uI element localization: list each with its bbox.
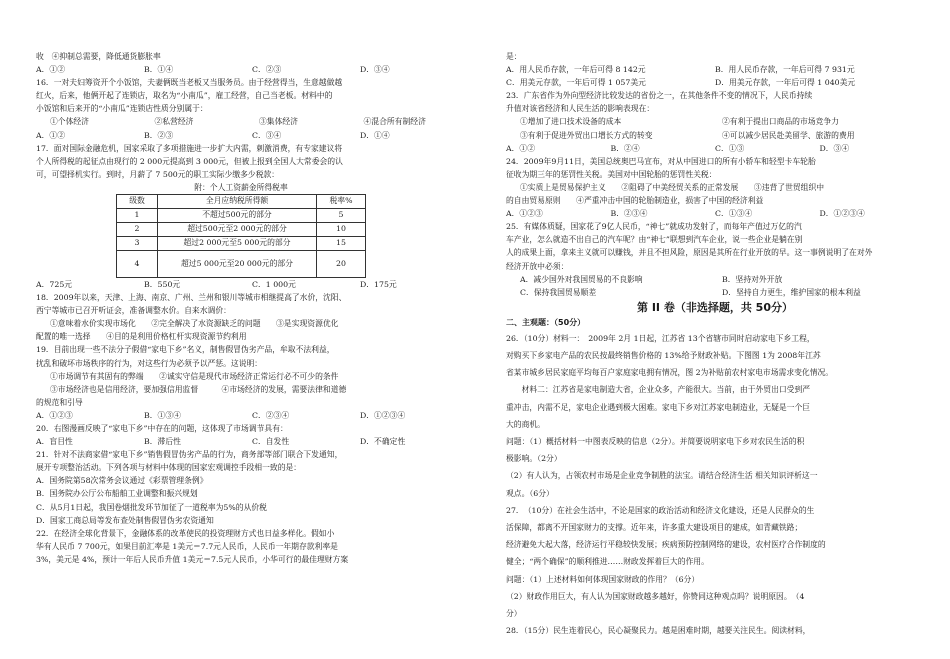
q24-item: 的自由贸易原则 ④严重冲击中国的轮胎制造业，损害了中国的经济利益 bbox=[506, 196, 764, 206]
option: D．①④ bbox=[360, 130, 390, 140]
option: D．③④ bbox=[360, 65, 390, 75]
q17-stem: 个人所得税的起征点由现行的 2 000元提高到 3 000元，但被上报到全国人大常委会的认 bbox=[36, 156, 343, 166]
q26-text: 省某市城乡居民家庭平均每百户家庭家电拥有情况，图 2为补贴前农村家电市场需求变化情况。 bbox=[506, 368, 834, 378]
q17-stem: 17．面对国际金融危机，国家采取了多项措施进一步扩大内需，刺激消费，有专家建议将 bbox=[36, 143, 343, 153]
item: ③有利于促进外贸出口增长方式的转变 bbox=[520, 130, 653, 140]
q26-text: 重冲击，内需不足，家电企业遇到极大困难。家电下乡对江苏家电制造业，无疑是一个巨 bbox=[506, 402, 811, 412]
option: C．①③④ bbox=[715, 209, 753, 219]
tax-rate-table bbox=[116, 194, 366, 278]
item: ①个体经济 bbox=[50, 117, 89, 127]
right-column bbox=[506, 50, 924, 639]
q27-question: 问题：（1）上述材料如何体现国家财政的作用？（6分） bbox=[506, 574, 700, 584]
q21-option: B．国务院办公厅公布船舶工业调整和振兴规划 bbox=[36, 489, 198, 499]
q16-stem: 16．一对夫妇筹资开个小饭馆，夫妻俩既当老板又当服务员。由于经营得当，生意越做越 bbox=[36, 78, 343, 88]
q25-stem: 车产业，怎么就造不出自己的汽车呢？由“神七”联想到汽车企业，说一些企业是躺在别 bbox=[506, 235, 803, 245]
q23-items bbox=[506, 129, 924, 142]
q19-stem: 扰乱和破坏市场秩序的行为，对这些行为必须予以严惩。这说明： bbox=[36, 358, 263, 368]
table-cell: 不超过500元的部分 bbox=[158, 208, 317, 222]
option: C．用美元存款，一年后可得 1 057美元 bbox=[506, 78, 646, 88]
table-title: 附：个人工资薪金所得税率 bbox=[194, 182, 288, 192]
table-cell: 4 bbox=[117, 250, 158, 277]
table-cell: 超过2 000元至5 000元的部分 bbox=[158, 236, 317, 250]
q21-stem: 展开专项整治活动。下列各项与材料中体现的国家宏观调控手段相一致的是： bbox=[36, 463, 302, 473]
q27-text: 经济避免大起大落，经济运行平稳较快发展；疾病预防控制网络的建设，农村医疗合作制度的 bbox=[506, 540, 826, 550]
q22-stem: 3%，美元是 4%，预计一年后人民币升值 1美元＝7.5元人民币，小华可行的最佳理财方案 bbox=[36, 554, 349, 564]
q27-question: （2）财政作用巨大，有人认为国家财政越多越好，你赞同这种观点吗？说明原因。 （4 bbox=[506, 591, 805, 601]
q28-text: 28．（15分）民生连着民心，民心凝聚民力。越是困难时期，越要关注民生。阅读材料， bbox=[506, 626, 811, 636]
table-cell: 超过5 000元至20 000元的部分 bbox=[158, 250, 317, 277]
option: D．①②③④ bbox=[819, 209, 865, 219]
q23-items bbox=[506, 115, 924, 128]
q26-question: 观点。（6分） bbox=[506, 488, 554, 498]
option: A．①② bbox=[36, 130, 66, 140]
option: B．用人民币存款，一年后可得 7 931元 bbox=[715, 65, 855, 75]
table-row bbox=[117, 222, 366, 236]
q18-stem: 西宁等城市已召开听证会，准备调整水价。自来水调价： bbox=[36, 306, 231, 316]
table-cell: 1 bbox=[117, 208, 158, 222]
option: C．保持我国贸易顺差 bbox=[520, 287, 597, 297]
q18-item: ①意味着水价实现市场化 ②完全解决了水资源缺乏的问题 ③是实现资源优化 bbox=[50, 319, 339, 329]
q25-stem: 人的成果上面，拿来主义就可以赚钱，并且不担风险，原因是其所在行业开放的早。这一事例说明了在对外 bbox=[506, 248, 873, 258]
option: C．①③ bbox=[715, 143, 745, 153]
option: C．②③ bbox=[252, 65, 282, 75]
q21-option: D．国家工商总局等发布查处制售假冒伪劣农资通知 bbox=[36, 515, 214, 525]
q22-stem: 华有人民币 7 700元，如果目前汇率是 1美元＝7.7元人民币，人民币一年期存款利率是 bbox=[36, 541, 338, 551]
q26-question: 极影响。（2分） bbox=[506, 454, 562, 464]
q24-item: ①实质上是贸易保护主义 ②阻碍了中美经贸关系的正常发展 ③违背了世贸组织中 bbox=[520, 182, 825, 192]
q20-options bbox=[36, 435, 468, 448]
option: B．550元 bbox=[144, 279, 181, 289]
q25-stem: 经济开放中必须： bbox=[506, 261, 569, 271]
table-row bbox=[117, 250, 366, 277]
q26-text: 大的商机。 bbox=[506, 419, 545, 429]
option: A．用人民币存款，一年后可得 8 142元 bbox=[506, 65, 646, 75]
table-cell: 15 bbox=[317, 236, 366, 250]
q26-text: 26．（10分）材料一： 2009年 2月 1日起，江苏省 13个省辖市同时启动家电下乡工程， bbox=[506, 333, 815, 343]
q16-stem: 红火，后来，他俩开起了连锁店，取名为“小南瓜”，雇工经营，自己当老板。材料中的 bbox=[36, 91, 333, 101]
item: ④混合所有制经济 bbox=[363, 117, 426, 127]
q25-stem: 25．有媒体质疑，国家花了9亿人民币，“神七”就成功发射了，而每年产值过万亿的汽 bbox=[506, 222, 802, 232]
option: A．减少国外对我国贸易的不良影响 bbox=[520, 274, 643, 284]
option: A．①②③ bbox=[36, 410, 73, 420]
q23-stem: 23．广东省作为外向型经济比较发达的省份之一，在其他条件不变的情况下，人民币持续 bbox=[506, 91, 813, 101]
q27-text: 健全；“两个确保”的顺利推进……财政发挥着巨大的作用。 bbox=[506, 557, 709, 567]
table-header: 税率% bbox=[317, 194, 366, 208]
q27-text: 活保障，都离不开国家财力的支撑。近年来，许多重大建设项目的建成，如青藏铁路； bbox=[506, 523, 803, 533]
option: B．①③④ bbox=[144, 410, 181, 420]
option: B．坚持对外开放 bbox=[722, 274, 783, 284]
q24-options bbox=[506, 207, 924, 220]
table-cell: 20 bbox=[317, 250, 366, 277]
table-header: 级数 bbox=[117, 194, 158, 208]
item: ②有利于提出口商品的市场竞争力 bbox=[722, 117, 839, 127]
q21-option: A．国务院第58次常务会议通过《彩票管理条例》 bbox=[36, 476, 208, 486]
q26-text: 对购买下乡家电产品的农民按最终销售价格的 13%给予财政补贴。下图图 1为 2008年江苏 bbox=[506, 350, 821, 360]
q25-options bbox=[506, 273, 924, 286]
q23-options bbox=[506, 142, 924, 155]
q26-question: （2）有人认为，占领农村市场是企业竞争制胜的法宝。请结合经济生活 相关知识评析这一 bbox=[506, 471, 818, 481]
option: A．①②③ bbox=[506, 209, 543, 219]
q17-options bbox=[36, 278, 468, 291]
q15-tail: 收 ④抑制总需要，降低通货膨胀率 bbox=[36, 52, 161, 61]
option: D．③④ bbox=[819, 143, 850, 153]
option: B．②④ bbox=[610, 143, 640, 153]
q24-stem: 征收为期三年的惩罚性关税。美国对中国轮胎的惩罚性关税： bbox=[506, 169, 717, 179]
option: D．不确定性 bbox=[360, 437, 406, 447]
q26-text: 材料二：江苏省是家电制造大省，企业众多，产能很大。当前，由于外贸出口受到严 bbox=[506, 385, 811, 395]
table-header-row bbox=[117, 194, 366, 208]
q19-item: 的规范和引导 bbox=[36, 397, 83, 407]
option: B．②③④ bbox=[610, 209, 648, 219]
option: C．②③④ bbox=[252, 410, 290, 420]
option: B．滞后性 bbox=[144, 437, 181, 447]
table-row bbox=[117, 208, 366, 222]
q27-text: 27． （10分）在社会生活中，不论是国家的政治活动和经济文化建设，还是人民群众的生 bbox=[506, 505, 815, 515]
q25-options bbox=[506, 286, 924, 299]
option: A．725元 bbox=[36, 279, 73, 289]
q15-options bbox=[36, 63, 468, 76]
option: D．①②③④ bbox=[360, 410, 406, 420]
q20-stem: 20．右图漫画反映了“家电下乡”中存在的问题，这体现了市场调节具有： bbox=[36, 423, 288, 433]
option: C．自发性 bbox=[252, 437, 290, 447]
q27-question: 分） bbox=[506, 609, 522, 619]
item: ③集体经济 bbox=[259, 117, 298, 127]
item: ②私营经济 bbox=[154, 117, 194, 127]
table-cell: 3 bbox=[117, 236, 158, 250]
table-cell: 5 bbox=[317, 208, 366, 222]
table-cell: 2 bbox=[117, 222, 158, 236]
q19-item: ①市场调节有其固有的弊端 ②诚实守信是现代市场经济正常运行必不可少的条件 bbox=[50, 371, 339, 381]
item: ①增加了进口技术设备的成本 bbox=[520, 117, 622, 127]
q18-stem: 18．2009年以来，天津、上海、南京、广州、兰州和银川等城市相继提高了水价，沈阳、 bbox=[36, 293, 347, 303]
q19-item: ③市场经济也是信用经济，要加强信用监督 ④市场经济的发展，需要法律和道德 bbox=[50, 384, 347, 394]
q16-stem: 小饭馆和后来开的“小南瓜”连锁店性质分别属于： bbox=[36, 104, 208, 114]
q16-options bbox=[36, 129, 468, 142]
option: C．1 000元 bbox=[252, 279, 296, 289]
q19-options bbox=[36, 409, 468, 422]
q24-stem: 24．2009年9月11日，美国总统奥巴马宣布，对从中国进口的所有小轿车和轻型卡车轮胎 bbox=[506, 156, 816, 166]
q22-tail: 是： bbox=[506, 52, 522, 61]
item: ④可以减少居民赴美留学、旅游的费用 bbox=[722, 130, 855, 140]
table-row bbox=[117, 236, 366, 250]
option: D．坚持自力更生，维护国家的根本利益 bbox=[722, 287, 861, 297]
option: D．175元 bbox=[360, 279, 397, 289]
section-subtitle: 二、主观题：（50分） bbox=[506, 317, 586, 327]
q22-stem: 22．在经济全球化背景下，金融体系的改革使民的投资理财方式也日益多样化。假如小 bbox=[36, 528, 335, 538]
q19-stem: 19．目前出现一些不法分子假借“家电下乡”名义，制售假冒伪劣产品，牟取不法利益， bbox=[36, 345, 335, 355]
table-cell: 10 bbox=[317, 222, 366, 236]
left-column bbox=[36, 50, 468, 566]
q23-stem: 升值对该省经济和人民生活的影响表现在： bbox=[506, 104, 655, 114]
option: B．②③ bbox=[144, 130, 174, 140]
q26-question: 问题：（1）概括材料一中图表反映的信息（2分）。并简要说明家电下乡对农民生活的积 bbox=[506, 437, 805, 446]
q18-item: 配置的唯一选择 ④目的是利用价格杠杆实现资源节约利用 bbox=[36, 332, 247, 342]
q17-stem: 可，可望择机实行。到时，月薪了 7 500元的职工实际少缴多少税款： bbox=[36, 169, 280, 179]
q22-options bbox=[506, 76, 924, 89]
table-cell: 超过500元至2 000元的部分 bbox=[158, 222, 317, 236]
q16-items bbox=[36, 115, 468, 128]
q21-option: C．从5月1日起，我国卷烟批发环节加征了一道税率为5%的从价税 bbox=[36, 502, 267, 512]
q21-stem: 21．针对不法商家借“家电下乡”销售假冒伪劣产品的行为，商务部等部门联合下发通知， bbox=[36, 450, 343, 460]
q22-options bbox=[506, 63, 924, 76]
option: A．①② bbox=[506, 143, 536, 153]
table-header: 全月应纳税所得额 bbox=[158, 194, 317, 208]
option: C．③④ bbox=[252, 130, 282, 140]
option: A．盲目性 bbox=[36, 437, 73, 447]
option: A．①② bbox=[36, 65, 66, 75]
option: D．用美元存款，一年后可得 1 040美元 bbox=[715, 78, 856, 88]
section-title: 第 II 卷（非选择题，共 50分） bbox=[637, 300, 793, 314]
option: B．①④ bbox=[144, 65, 174, 75]
